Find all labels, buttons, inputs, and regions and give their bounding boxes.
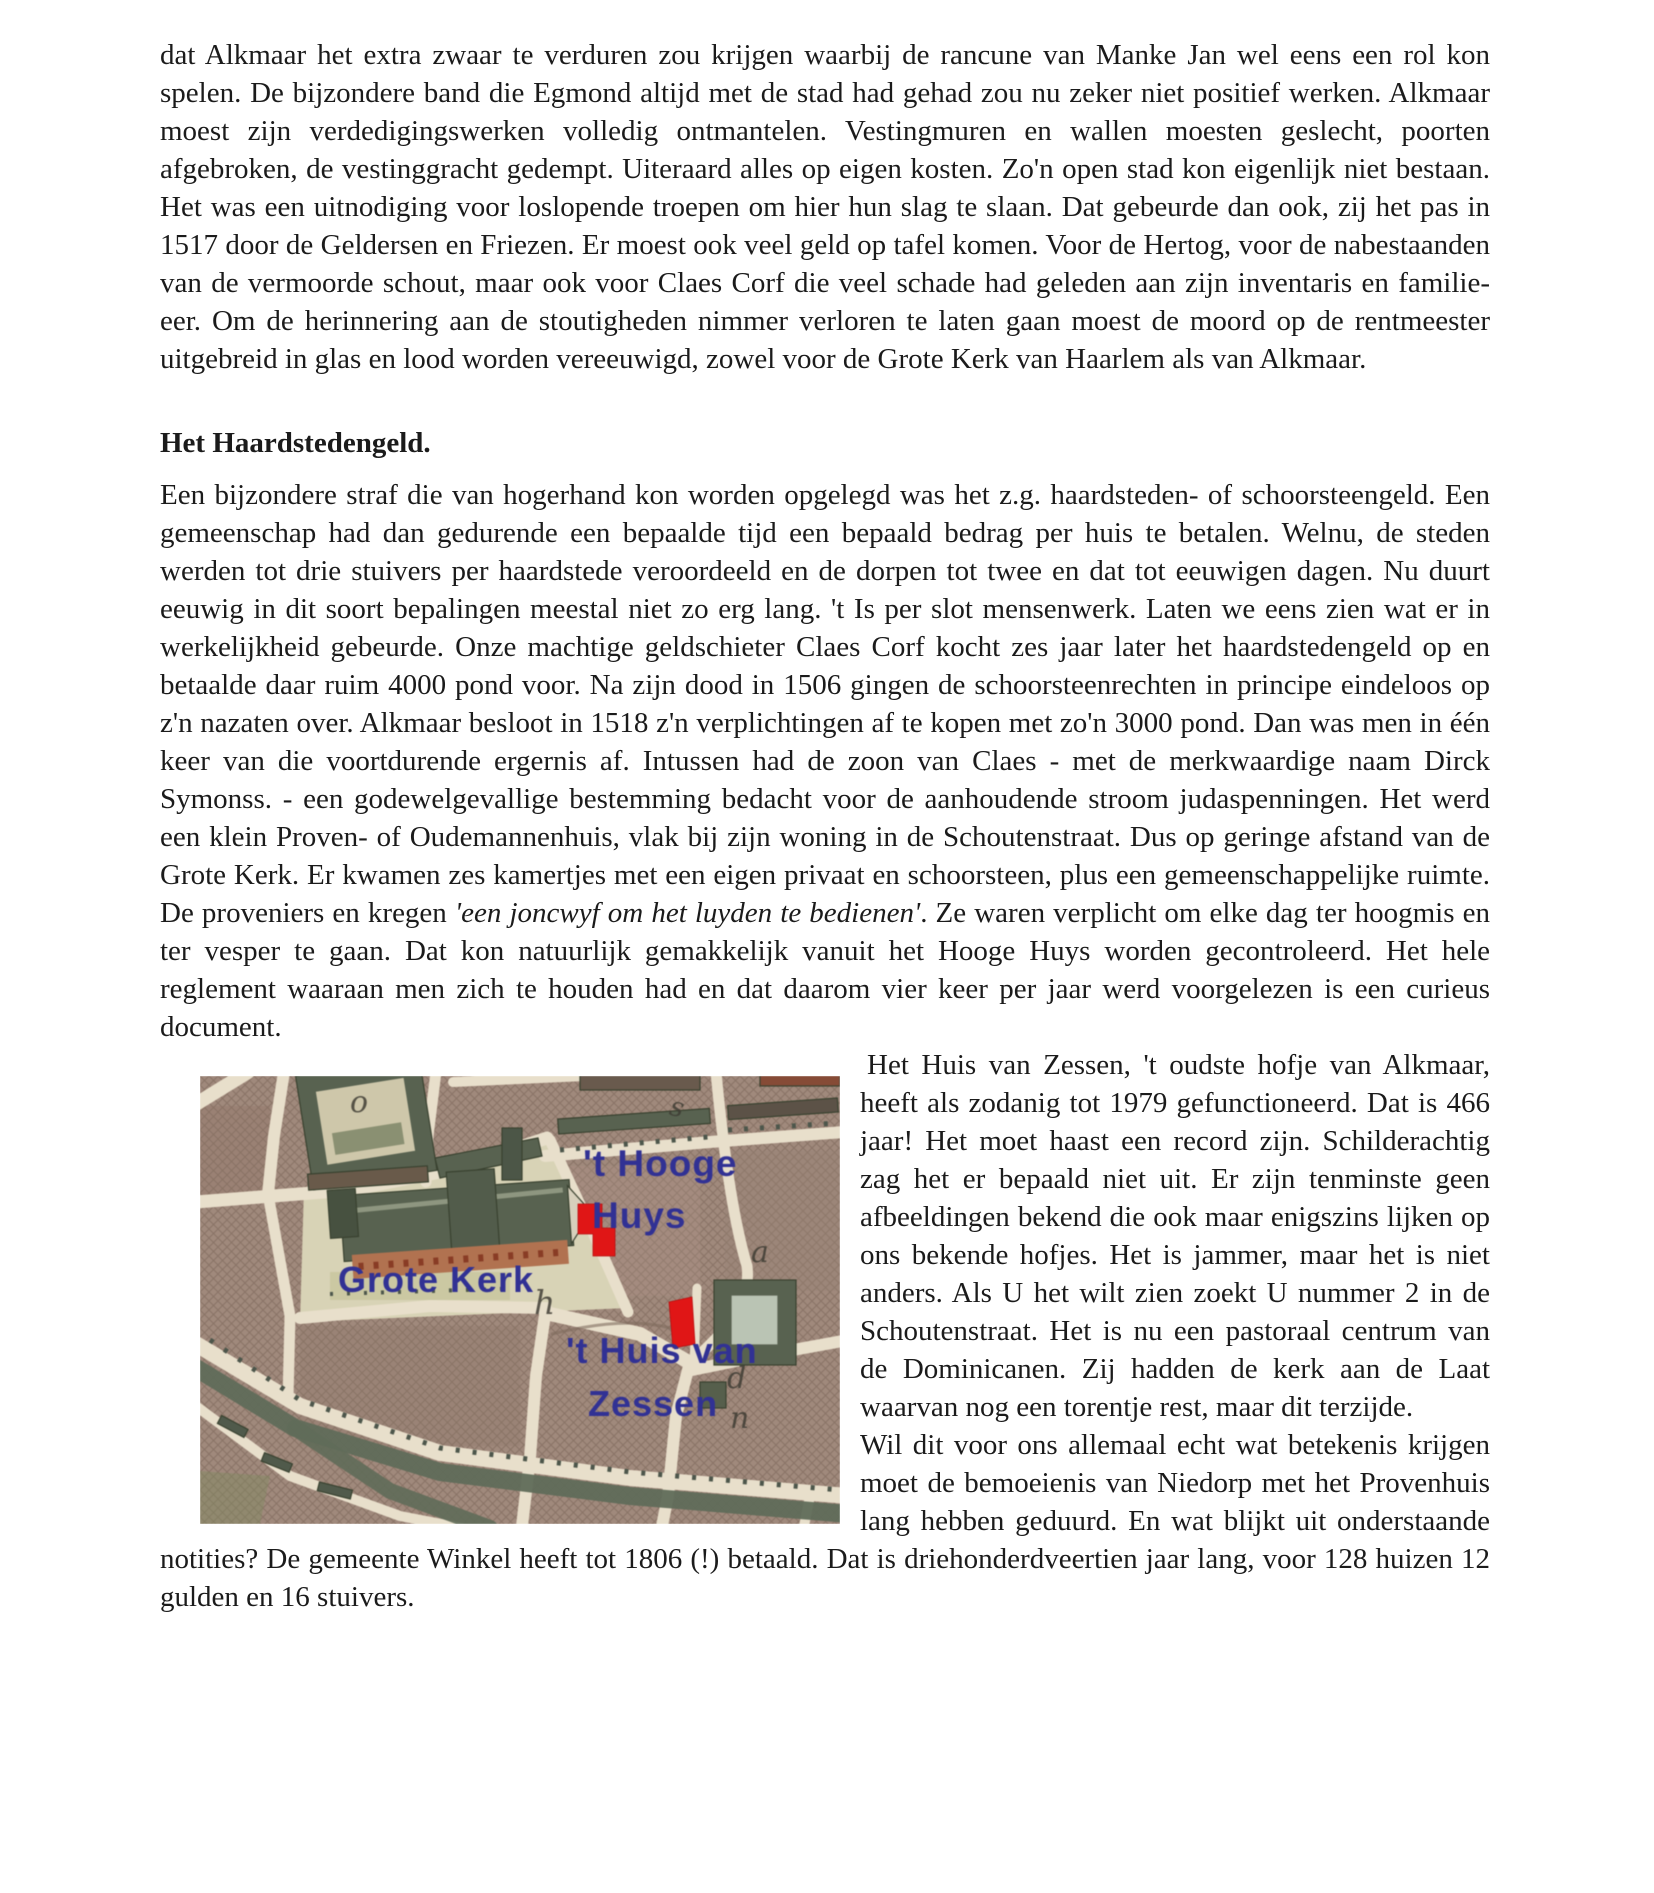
- paragraph-2-start: Een bijzondere straf die van hogerhand kon worden opgelegd was het z.g. haardsteden- of schoorsteengeld. Een gemeenschap had dan gedurende een bepaalde tijd een bepaald bedrag per huis te betalen. Welnu, de steden werden tot drie stuivers per haardstede veroordeeld en de dorpen tot twee en dat tot eeuwigen dagen. Nu duurt eeuwig in dit soort bepalingen meestal niet zo erg lang. 't Is per slot mensenwerk. Laten we eens zien wat er in werkelijkheid gebeurde. Onze machtige geldschieter Claes Corf kocht zes jaar later het haardstedengeld op en betaalde daar ruim 4000 pond voor. Na zijn dood in 1506 gingen de schoorsteenrechten in principe eindeloos op z'n nazaten over. Alkmaar besloot in 1518 z'n verplichtingen af te kopen met zo'n 3000 pond. Dan was men in één keer van die voortdurende ergernis af. Intussen had de zoon van Claes - met de merkwaardige naam Dirck Symonss. - een godewelgevallige bestemming bedacht voor de aanhoudende stroom judaspenningen. Het werd een klein Proven- of Oudemannenhuis, vlak bij zijn woning in de Schoutenstraat. Dus op geringe afstand van de Grote Kerk. Er kwamen zes kamertjes met een eigen privaat en schoorsteen, plus een gemeenschappelijke ruimte. De proveniers en kregen: [160, 479, 1490, 929]
- label-hooge-huys-line1: 't Hooge: [583, 1143, 738, 1184]
- paragraph-2: [160, 476, 1490, 1046]
- plot-letter-h: h: [534, 1283, 556, 1322]
- sidebar-paragraph: Het Huis van Zessen, 't oudste hofje van Alkmaar, heeft als zodanig tot 1979 gefunctioneerd. Dat is 466 jaar! Het moet haast een record zijn. Schilderachtig zag het er bepaald niet uit. Er zijn tenminste geen afbeeldingen bekend die ook maar enigszins lijken op ons bekende hofjes. Het is jammer, maar het is niet anders. Als U het wilt zien zoekt U nummer 2 in de Schoutenstraat. Het is nu een pastoraal centrum van de Dominicanen. Zij hadden de kerk aan de Laat waarvan nog een torentje rest, maar dit terzijde.: [860, 1049, 1490, 1423]
- old-dutch-quote: 'een joncwyf om het luyden te bedienen': [454, 897, 921, 929]
- block-tint: [300, 1326, 520, 1446]
- paragraph-2-end: . Ze waren verplicht om elke dag ter hoogmis en ter vesper te gaan. Dat kon natuurlijk gemakkelijk vanuit het Hooge Huys worden gecontroleerd. Het hele reglement waaraan men zich te houden had en dat daarom vier keer per jaar werd voorgelezen is een curieus document.: [160, 897, 1490, 1043]
- closing-paragraph: Wil dit voor ons allemaal echt wat betekenis krijgen moet de bemoeienis van Niedorp met het Provenhuis lang hebben geduurd. En wat blijkt uit onderstaande notities? De gemeente Winkel heeft tot 1806 (!) betaald. Dat is driehonderdveertien jaar lang, voor 128 huizen 12 gulden en 16 stuivers.: [160, 1429, 1490, 1613]
- label-hooge-huys-line2: Huys: [592, 1195, 687, 1236]
- garden-green: [200, 1471, 270, 1524]
- label-huis-van-zessen-line2: Zessen: [588, 1383, 719, 1424]
- plot-letter-d: d: [727, 1361, 747, 1396]
- plot-letter-s: s: [666, 1091, 688, 1125]
- alkmaar-map-figure: [200, 1076, 840, 1524]
- plot-letter-o: o: [350, 1085, 369, 1120]
- block-tint: [200, 1106, 270, 1201]
- paragraph-1: dat Alkmaar het extra zwaar te verduren zou krijgen waarbij de rancune van Manke Jan wel eens een rol kon spelen. De bijzondere band die Egmond altijd met de stad had gehad zou nu zeker niet positief werken. Alkmaar moest zijn verdedigingswerken volledig ontmantelen. Vestingmuren en wallen moesten geslecht, poorten afgebroken, de vestinggracht gedempt. Uiteraard alles op eigen kosten. Zo'n open stad kon eigenlijk niet bestaan. Het was een uitnodiging voor loslopende troepen om hier hun slag te slaan. Dat gebeurde dan ook, zij het pas in 1517 door de Geldersen en Friezen. Er moest ook veel geld op tafel komen. Voor de Hertog, voor de nabestaanden van de vermoorde schout, maar ook voor Claes Corf die veel schade had geleden aan zijn inventaris en familie-eer. Om de herinnering aan de stoutigheden nimmer verloren te laten gaan moest de moord op de rentmeester uitgebreid in glas en lood worden vereeuwigd, zowel voor de Grote Kerk van Haarlem als van Alkmaar.: [160, 39, 1490, 375]
- section-heading: Het Haardstedengeld.: [160, 427, 431, 459]
- alkmaar-map-svg: [200, 1076, 840, 1524]
- map-text-section: [160, 1046, 1490, 1616]
- tower-building: [502, 1128, 522, 1180]
- label-grote-kerk: Grote Kerk: [338, 1259, 535, 1300]
- plot-letter-n: n: [730, 1401, 750, 1436]
- house-row: [760, 1076, 840, 1086]
- house-row: [580, 1076, 700, 1090]
- plot-letter-a: a: [751, 1235, 769, 1270]
- label-huis-van-zessen-line1: 't Huis van: [566, 1330, 758, 1371]
